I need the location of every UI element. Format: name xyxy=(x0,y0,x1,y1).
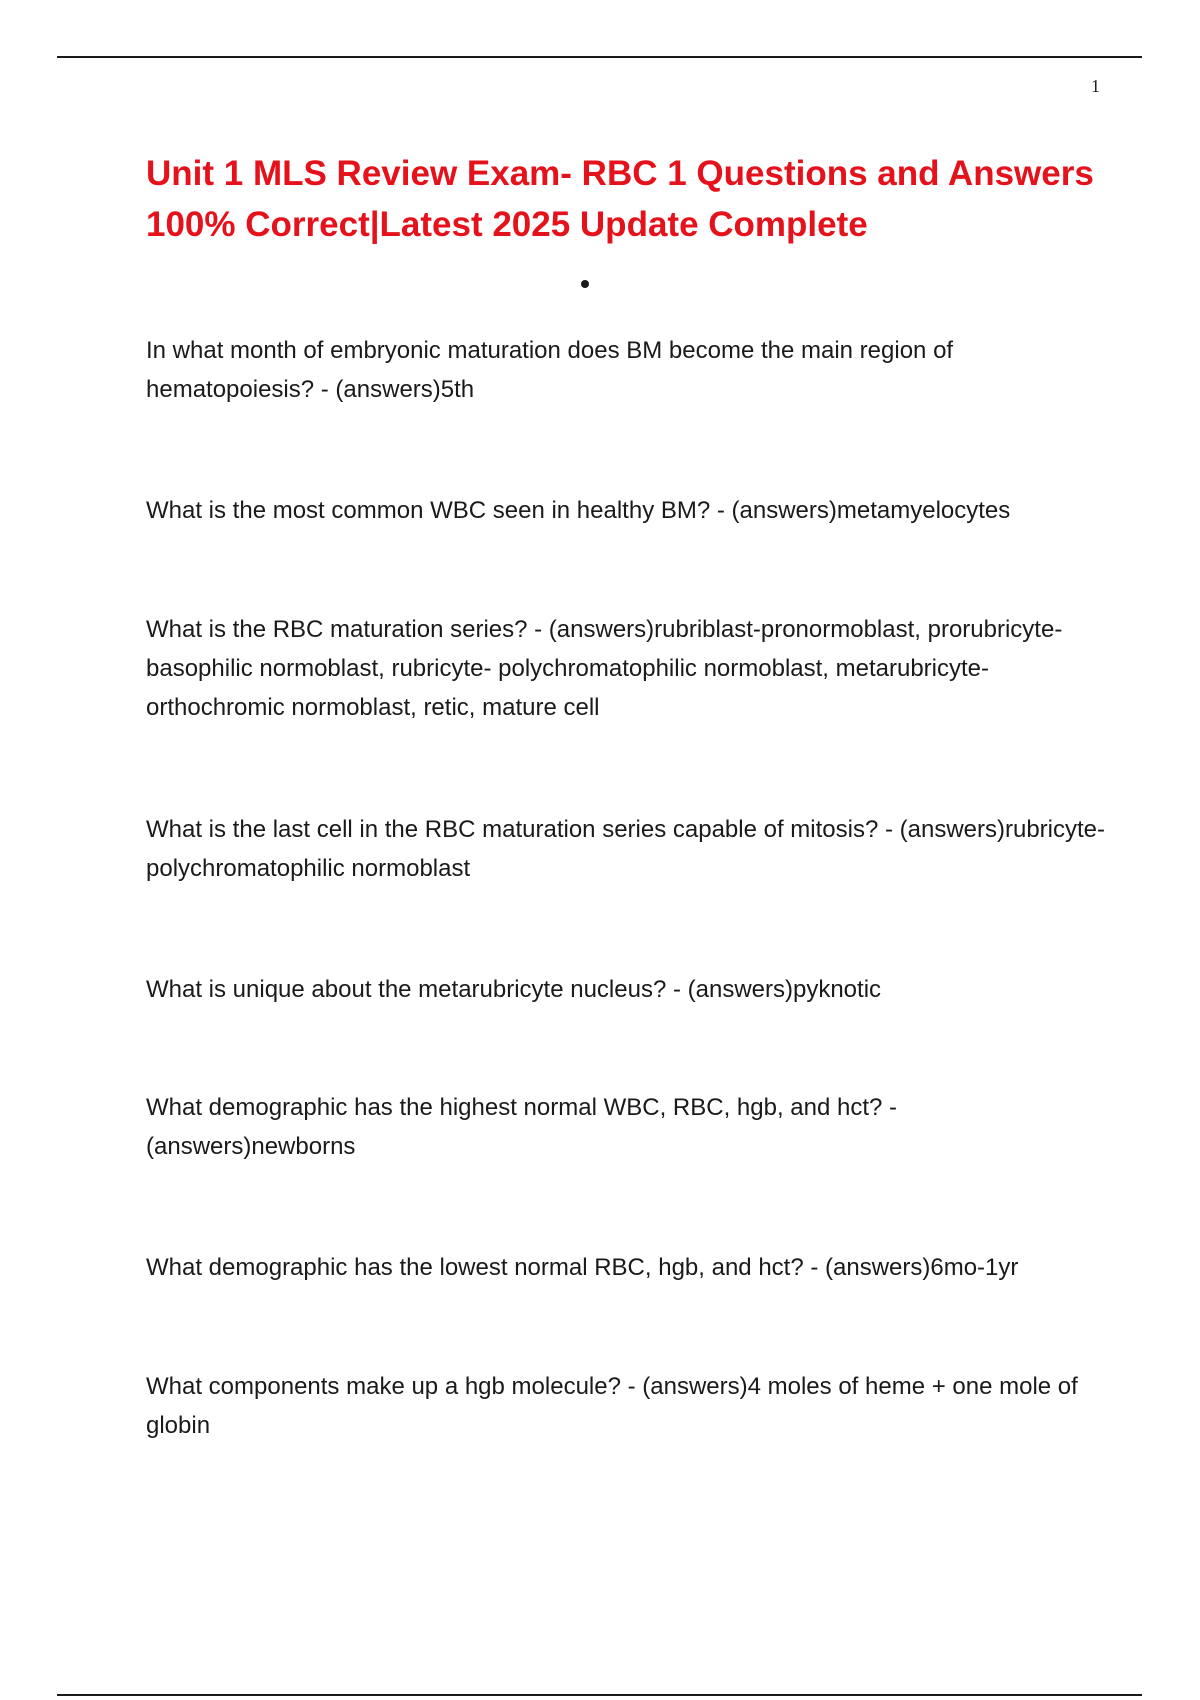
qa-item-3: What is the RBC maturation series? - (answers)rubriblast-pronormoblast, prorubricyte- basophilic normoblast, rubricyte- polychromatophilic normoblast, metarubricyte- orthochromic normoblast, retic, mature cell xyxy=(146,616,1063,721)
qa-item-7: What demographic has the lowest normal RBC, hgb, and hct? - (answers)6mo-1yr xyxy=(146,1254,1019,1281)
qa-item-8: What components make up a hgb molecule? - (answers)4 moles of heme + one mole of globin xyxy=(146,1373,1078,1439)
qa-item-5: What is unique about the metarubricyte nucleus? - (answers)pyknotic xyxy=(146,976,882,1003)
qa-item-1: In what month of embryonic maturation does BM become the main region of hematopoiesis? - (answers)5th xyxy=(146,337,954,403)
document-title: Unit 1 MLS Review Exam- RBC 1 Questions and Answers 100% Correct|Latest 2025 Update Complete xyxy=(146,154,1094,244)
qa-item-4: What is the last cell in the RBC maturation series capable of mitosis? - (answers)rubricyte- polychromatophilic normoblast xyxy=(146,816,1106,882)
qa-item-6: What demographic has the highest normal WBC, RBC, hgb, and hct? - (answers)newborns xyxy=(146,1094,898,1160)
bullet-icon xyxy=(581,280,589,288)
footer-rule xyxy=(57,1694,1142,1696)
page-number: 1 xyxy=(1091,76,1100,96)
qa-item-2: What is the most common WBC seen in healthy BM? - (answers)metamyelocytes xyxy=(146,497,1011,524)
header-rule xyxy=(57,56,1142,58)
